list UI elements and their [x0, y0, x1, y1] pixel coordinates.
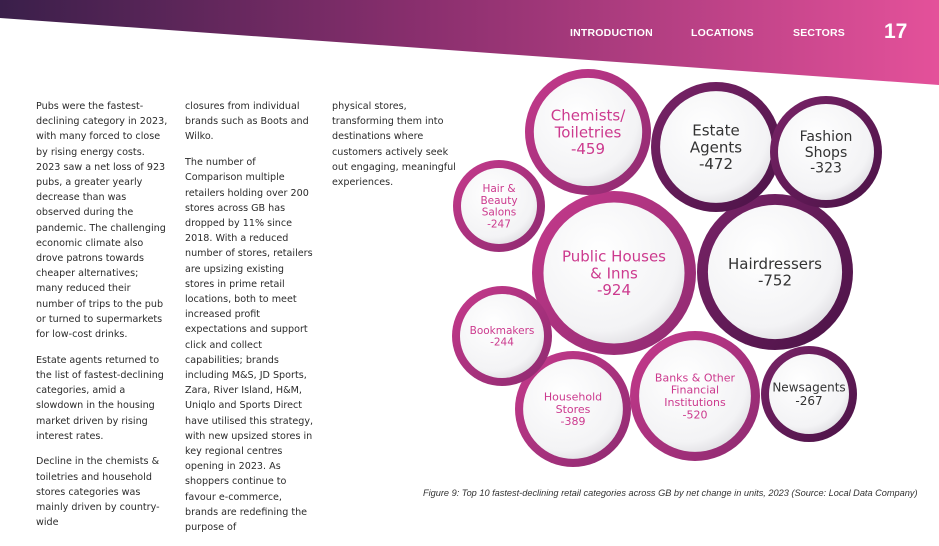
- paragraph: The number of Comparison multiple retailers holding over 200 stores across GB has dropped by 11% since 2018. With a reduced number of stores, retailers are upsizing existing stores in prime retail locations, both to meet increased profit expectations and support click and collect capabilities; brands including M&S, JD Sports, Zara, River Island, H&M, Uniqlo and Sports Direct have utilised this strategy, with new upsized stores in key regional centres opening in 2023. As shoppers continue to favour e-commerce, brands are redefining the purpose of: [185, 157, 314, 533]
- bubble-value-label: -472: [698, 155, 734, 174]
- bubble-estate-agents: [651, 82, 781, 212]
- bubble-value-label: -459: [570, 140, 606, 159]
- bubble-category-label: Newsagents: [772, 380, 846, 395]
- bubble-category-label: Chemists/: [550, 106, 626, 125]
- bubble-value-label: -244: [490, 336, 514, 349]
- nav-sectors[interactable]: SECTORS: [793, 27, 845, 39]
- bubble-category-label: Public Houses: [562, 247, 666, 266]
- paragraph: Estate agents returned to the list of fastest-declining categories, amid a slowdown in the housing market driven by rising interest rates.: [36, 354, 164, 442]
- bubble-category-label: Hairdressers: [728, 254, 822, 273]
- bubble-fashion-shops: [770, 96, 882, 208]
- bubble-category-label: Financial: [670, 383, 720, 397]
- bubble-value-label: -267: [795, 393, 823, 408]
- bubble-value-label: -924: [596, 281, 632, 300]
- bubble-category-label: Stores: [555, 402, 591, 416]
- paragraph: Decline in the chemists & toiletries and household stores categories was mainly driven by country-wide: [36, 456, 160, 529]
- bubble-category-label: Banks & Other: [654, 371, 736, 385]
- paragraph: physical stores, transforming them into destinations where customers actively seek out engaging, meaningful experiences.: [332, 101, 456, 189]
- page-number: 17: [884, 20, 908, 43]
- nav-locations[interactable]: LOCATIONS: [691, 27, 754, 39]
- bubble-category-label: Estate: [692, 121, 740, 140]
- nav-introduction[interactable]: INTRODUCTION: [570, 27, 653, 39]
- bubble-value-label: -520: [682, 408, 708, 422]
- bubble-newsagents: [761, 346, 857, 442]
- bubble-category-label: Bookmakers: [469, 324, 535, 337]
- paragraph: Pubs were the fastest-declining category in 2023, with many forced to close by rising energy costs. 2023 saw a net loss of 923 pubs, a greater yearly decrease than was observed during the pandemic. The challenging economic climate also drove patrons towards cheaper alternatives; many reduced their number of trips to the pub or turned to supermarkets for low-cost drinks.: [36, 101, 168, 341]
- bubble-bookmakers: [452, 286, 552, 386]
- bubble-value-label: -323: [810, 160, 842, 177]
- bubble-value-label: -752: [757, 271, 793, 290]
- bubble-category-label: Agents: [689, 138, 743, 157]
- bubble-banks-other-financial-institutions: [630, 331, 760, 461]
- bubble-value-label: -247: [487, 218, 511, 231]
- bubble-category-label: Household: [543, 390, 603, 404]
- figure-caption: Figure 9: Top 10 fastest-declining retail categories across GB by net change in units, 2023 (Source: Local Data Company): [423, 488, 918, 498]
- bubble-category-label: Hair &: [482, 183, 516, 196]
- bubble-hair-beauty-salons: [453, 160, 545, 252]
- bubble-category-label: Institutions: [664, 396, 726, 410]
- bubble-category-label: Shops: [804, 144, 848, 161]
- paragraph: closures from individual brands such as Boots and Wilko.: [185, 101, 309, 143]
- bubble-category-label: Toiletries: [554, 123, 622, 142]
- bubble-chemists-toiletries: [525, 69, 651, 195]
- bubble-public-houses-inns: [532, 191, 696, 355]
- bubble-category-label: Fashion: [799, 129, 853, 146]
- bubble-value-label: -389: [560, 415, 586, 429]
- bubble-category-label: Salons: [481, 206, 517, 219]
- bubble-category-label: & Inns: [590, 264, 638, 283]
- bubble-hairdressers: [697, 194, 853, 350]
- bubble-category-label: Beauty: [480, 194, 518, 207]
